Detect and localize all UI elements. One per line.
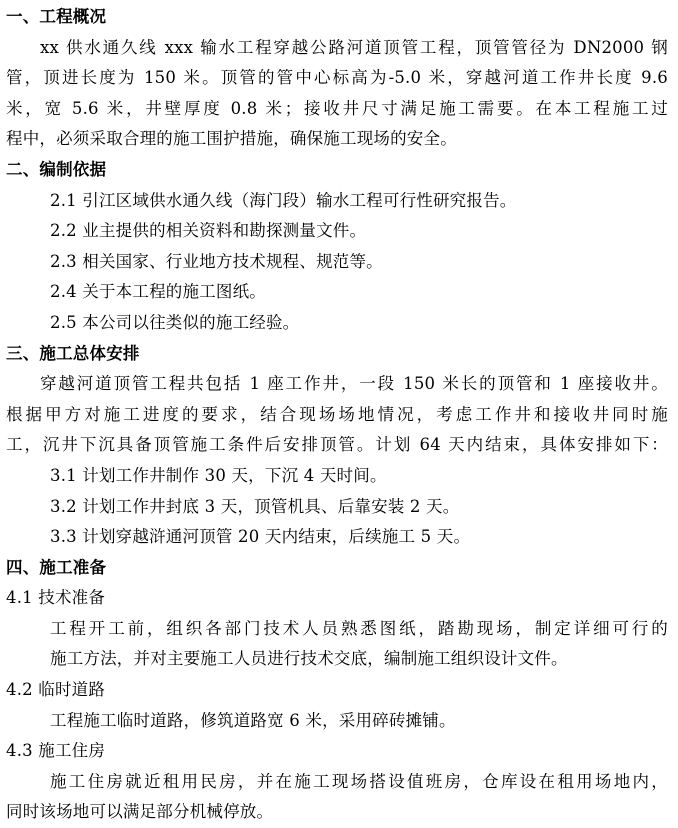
subsection-title: 4.2 临时道路: [6, 680, 106, 700]
list-item: 3.1 计划工作井制作 30 天，下沉 4 天时间。: [50, 465, 387, 485]
document-body: [6, 2, 668, 828]
paragraph-line: 穿越河道顶管工程共包括 1 座工作井，一段 150 米长的顶管和 1 座接收井。: [40, 374, 668, 394]
list-item: 2.4 关于本工程的施工图纸。: [50, 282, 266, 302]
list-item: 3.3 计划穿越浒通河顶管 20 天内结束，后续施工 5 天。: [50, 527, 471, 547]
paragraph-line: 米，宽 5.6 米，井壁厚度 0.8 米；接收井尺寸满足施工需要。在本工程施工过: [6, 98, 668, 118]
list-item: 2.2 业主提供的相关资料和勘探测量文件。: [50, 221, 367, 241]
list-item: 2.1 引江区域供水通久线（海门段）输水工程可行性研究报告。: [50, 190, 517, 210]
subsection-title: 4.1 技术准备: [6, 588, 106, 608]
section-heading-overview: 一、工程概况: [6, 7, 107, 26]
section-heading-basis: 二、编制依据: [6, 159, 107, 179]
paragraph-line: 根据甲方对施工进度的要求，结合现场场地情况，考虑工作井和接收井同时施: [6, 404, 668, 424]
list-item: 3.2 计划工作井封底 3 天，顶管机具、后靠安装 2 天。: [50, 496, 460, 516]
section-heading-arrangement: 三、施工总体安排: [6, 343, 140, 363]
paragraph-line: xx 供水通久线 xxx 输水工程穿越公路河道顶管工程，顶管管径为 DN2000 钢: [40, 37, 668, 57]
list-item: 2.5 本公司以往类似的施工经验。: [50, 312, 300, 332]
paragraph-line: 程中，必须采取合理的施工围护措施，确保施工现场的安全。: [6, 129, 457, 149]
paragraph-line: 管，顶进长度为 150 米。顶管的管中心标高为-5.0 米，穿越河道工作井长度 9.6: [6, 68, 668, 88]
paragraph-line: 工程施工临时道路，修筑道路宽 6 米，采用碎砖摊铺。: [50, 710, 456, 730]
paragraph-line: 施工方法，并对主要施工人员进行技术交底，编制施工组织设计文件。: [50, 649, 568, 669]
paragraph-line: 同时该场地可以满足部分机械停放。: [6, 802, 274, 822]
paragraph-line: 工程开工前，组织各部门技术人员熟悉图纸，踏勘现场，制定详细可行的: [50, 618, 668, 638]
paragraph-line: 施工住房就近租用民房，并在施工现场搭设值班房，仓库设在租用场地内，: [50, 771, 668, 791]
section-heading-preparation: 四、施工准备: [6, 557, 107, 577]
subsection-title: 4.3 施工住房: [6, 741, 106, 761]
list-item: 2.3 相关国家、行业地方技术规程、规范等。: [50, 251, 383, 271]
paragraph-line: 工，沉井下沉具备顶管施工条件后安排顶管。计划 64 天内结束，具体安排如下：: [6, 435, 668, 455]
